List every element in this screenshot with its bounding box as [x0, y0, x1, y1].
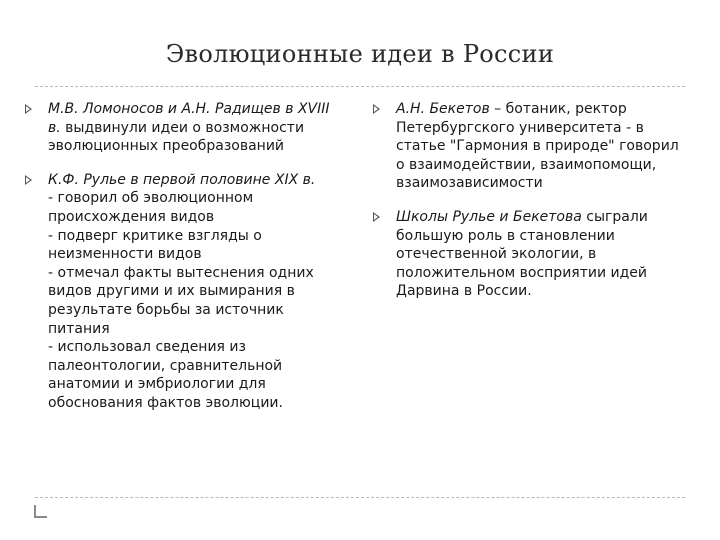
slide-corner-icon	[34, 504, 48, 518]
bullet-text: выдвинули идеи о возможности эволюционных преобразований	[48, 119, 305, 155]
left-column	[22, 100, 342, 428]
bullet-line: - отмечал факты вытеснения одних видов другими и их вымирания в результате борьбы за источник питания	[48, 264, 314, 337]
triangle-bullet-icon	[373, 104, 380, 114]
bullet-line: - говорил об эволюционном происхождения видов	[48, 190, 254, 225]
bullet-lead: А.Н. Бекетов	[396, 101, 490, 117]
bullet-lead: М.В. Ломоносов и А.Н. Радищев в XVIII в.	[48, 101, 330, 136]
triangle-bullet-icon	[25, 104, 32, 114]
bullet-item-rulye	[22, 171, 342, 413]
triangle-bullet-icon	[25, 175, 32, 185]
bullet-text: сыграли большую роль в становлении отечественной экологии, в положительном восприятии идей Дарвина в России.	[396, 208, 648, 300]
bullet-item-lomonosov	[22, 100, 342, 156]
bullet-line: - использовал сведения из палеонтологии, сравнительной анатомии и эмбриологии для обоснования фактов эволюции.	[48, 339, 283, 411]
bottom-divider	[35, 497, 685, 498]
bullet-line: - подверг критике взгляды о неизменности видов	[48, 227, 262, 263]
bullet-text: – ботаник, ректор Петербургского университета - в статье "Гармония в природе" говорил о взаимодействии, взаимопомощи, взаимозависимости	[396, 101, 679, 192]
triangle-bullet-icon	[373, 212, 380, 222]
top-divider	[35, 86, 685, 87]
right-column	[370, 100, 690, 316]
bullet-item-beketov	[370, 100, 690, 193]
bullet-item-schools	[370, 208, 690, 301]
bullet-lead: Школы Рулье и Бекетова	[396, 208, 582, 225]
bullet-lead: К.Ф. Рулье в первой половине XIX в.	[48, 171, 316, 188]
slide-title: Эволюционные идеи в России	[165, 40, 555, 68]
